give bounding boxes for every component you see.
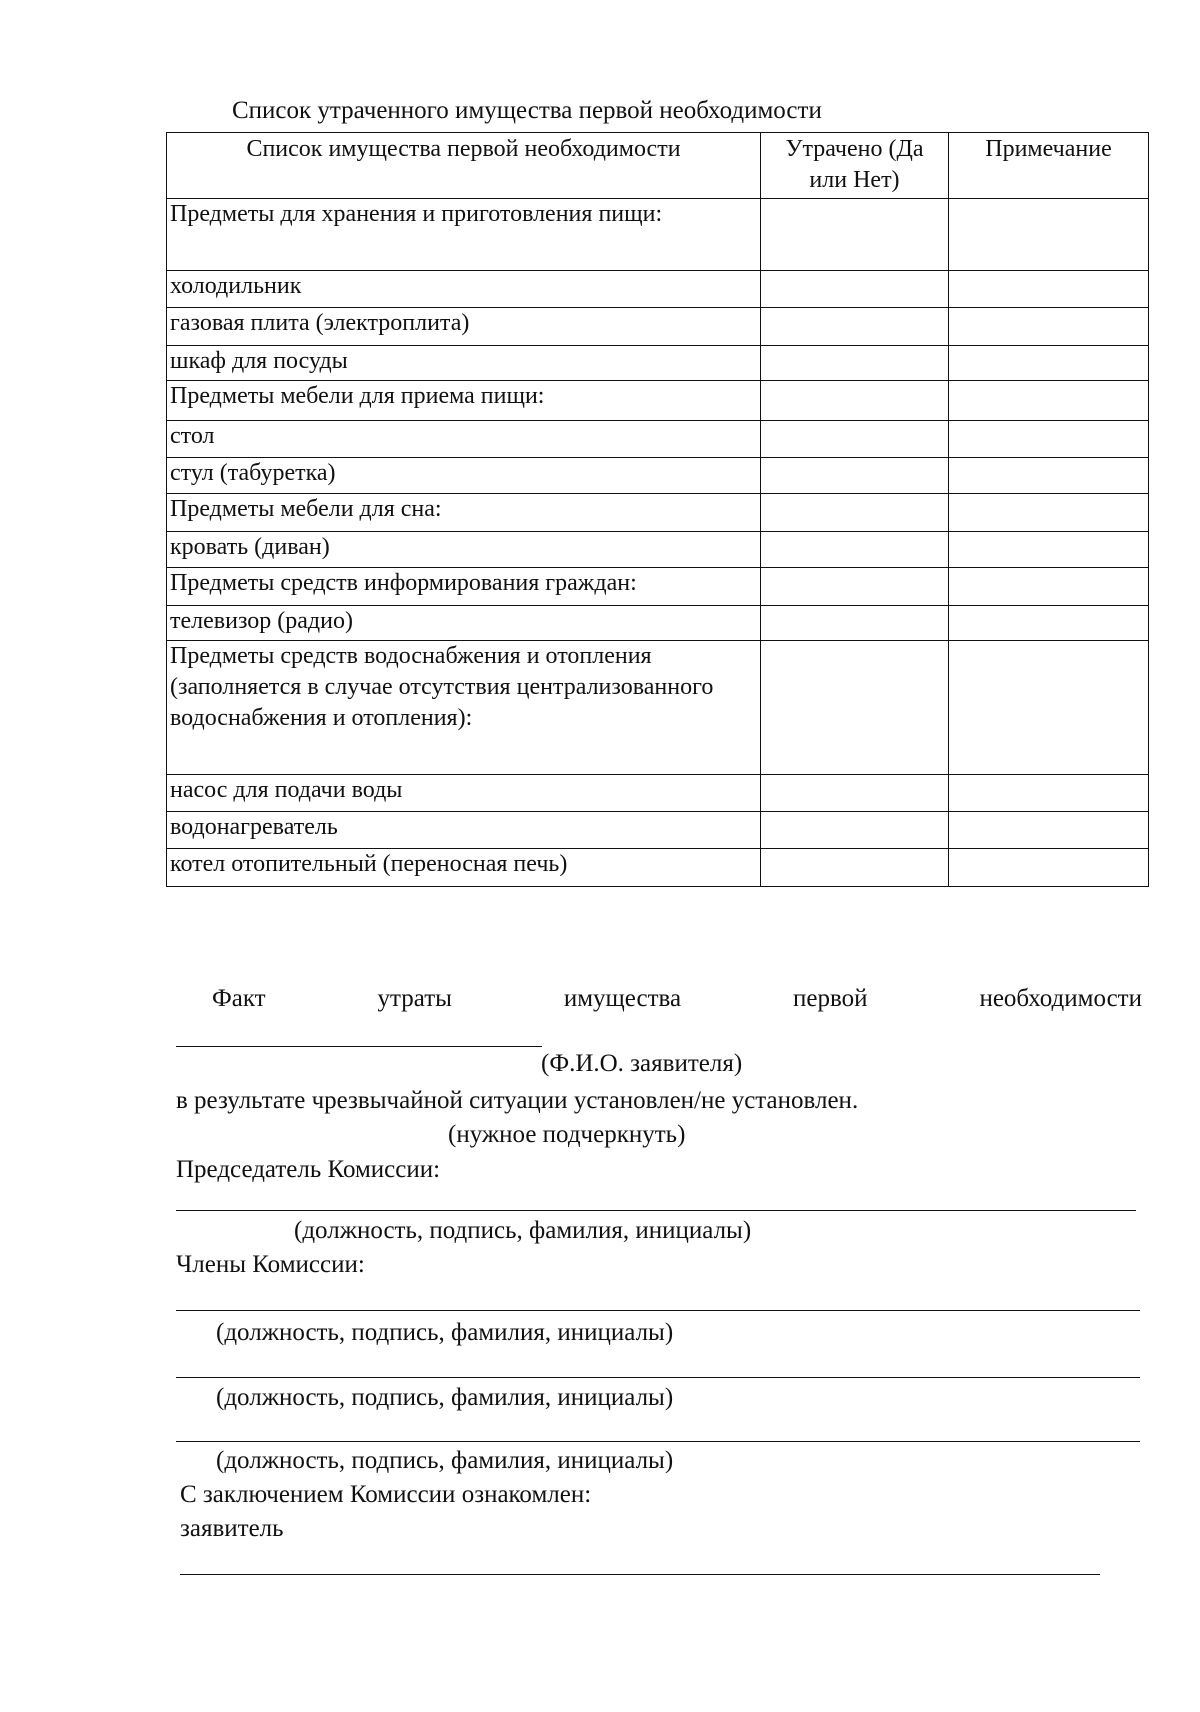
member-signature-caption: (должность, подпись, фамилия, инициалы) (216, 1319, 674, 1346)
member-signature-caption: (должность, подпись, фамилия, инициалы) (216, 1384, 674, 1411)
table-row (167, 641, 1149, 775)
acknowledged-label: С заключением Комиссии ознакомлен: (180, 1481, 592, 1508)
note-cell[interactable] (949, 381, 1149, 421)
underline-hint: (нужное подчеркнуть) (448, 1121, 686, 1148)
lost-cell[interactable] (761, 568, 949, 606)
item-cell: Предметы средств информирования граждан: (167, 568, 761, 606)
table-row (167, 849, 1149, 887)
column-header-note: Примечание (949, 133, 1149, 199)
item-cell: газовая плита (электроплита) (167, 308, 761, 346)
table-row (167, 346, 1149, 381)
note-cell[interactable] (949, 494, 1149, 532)
fact-statement (212, 984, 1142, 1014)
lost-cell[interactable] (761, 458, 949, 494)
table-row (167, 812, 1149, 849)
item-cell: насос для подачи воды (167, 775, 761, 812)
fact-word: необходимости (979, 985, 1142, 1012)
table-row (167, 458, 1149, 494)
item-cell: холодильник (167, 271, 761, 308)
table-row (167, 381, 1149, 421)
fact-word: Факт (212, 985, 266, 1012)
table-row (167, 199, 1149, 271)
table-row (167, 532, 1149, 568)
item-cell: Предметы средств водоснабжения и отопления (заполняется в случае отсутствия централизованного водоснабжения и отопления): (167, 641, 761, 775)
result-text: в результате чрезвычайной ситуации установлен/не установлен. (176, 1087, 859, 1114)
applicant-name-caption: (Ф.И.О. заявителя) (541, 1050, 743, 1077)
member-signature-line[interactable] (176, 1310, 1140, 1311)
fact-word: первой (793, 985, 868, 1012)
note-cell[interactable] (949, 346, 1149, 381)
item-cell: стол (167, 421, 761, 458)
lost-cell[interactable] (761, 606, 949, 641)
note-cell[interactable] (949, 849, 1149, 887)
item-cell: телевизор (радио) (167, 606, 761, 641)
note-cell[interactable] (949, 568, 1149, 606)
table-row (167, 606, 1149, 641)
lost-cell[interactable] (761, 381, 949, 421)
note-cell[interactable] (949, 641, 1149, 775)
lost-cell[interactable] (761, 308, 949, 346)
item-cell: стул (табуретка) (167, 458, 761, 494)
lost-cell[interactable] (761, 532, 949, 568)
table-row (167, 421, 1149, 458)
chairman-label: Председатель Комиссии: (176, 1156, 441, 1183)
item-cell: водонагреватель (167, 812, 761, 849)
item-cell: Предметы мебели для приема пищи: (167, 381, 761, 421)
note-cell[interactable] (949, 199, 1149, 271)
member-signature-caption: (должность, подпись, фамилия, инициалы) (216, 1447, 674, 1474)
lost-cell[interactable] (761, 421, 949, 458)
table-row (167, 568, 1149, 606)
note-cell[interactable] (949, 308, 1149, 346)
property-table (166, 132, 1149, 887)
note-cell[interactable] (949, 421, 1149, 458)
lost-cell[interactable] (761, 849, 949, 887)
lost-cell[interactable] (761, 775, 949, 812)
member-signature-line[interactable] (176, 1441, 1140, 1442)
member-signature-line[interactable] (176, 1377, 1140, 1378)
applicant-name-line[interactable] (176, 1046, 542, 1047)
table-row (167, 271, 1149, 308)
note-cell[interactable] (949, 458, 1149, 494)
lost-cell[interactable] (761, 271, 949, 308)
note-cell[interactable] (949, 812, 1149, 849)
item-cell: шкаф для посуды (167, 346, 761, 381)
lost-cell[interactable] (761, 494, 949, 532)
item-cell: Предметы мебели для сна: (167, 494, 761, 532)
table-row (167, 308, 1149, 346)
table-header-row (167, 133, 1149, 199)
item-cell: кровать (диван) (167, 532, 761, 568)
item-cell: Предметы для хранения и приготовления пищи: (167, 199, 761, 271)
lost-cell[interactable] (761, 346, 949, 381)
note-cell[interactable] (949, 775, 1149, 812)
document-title: Список утраченного имущества первой необходимости (232, 97, 822, 124)
chairman-signature-line[interactable] (176, 1210, 1136, 1211)
fact-word: имущества (563, 985, 682, 1012)
lost-cell[interactable] (761, 641, 949, 775)
note-cell[interactable] (949, 271, 1149, 308)
lost-cell[interactable] (761, 812, 949, 849)
lost-cell[interactable] (761, 199, 949, 271)
note-cell[interactable] (949, 532, 1149, 568)
item-cell: котел отопительный (переносная печь) (167, 849, 761, 887)
fact-word: утраты (377, 985, 452, 1012)
applicant-signature-line[interactable] (180, 1574, 1100, 1575)
chairman-signature-caption: (должность, подпись, фамилия, инициалы) (294, 1217, 752, 1244)
table-row (167, 775, 1149, 812)
table-row (167, 494, 1149, 532)
applicant-label: заявитель (180, 1515, 284, 1542)
column-header-lost: Утрачено (Да или Нет) (761, 133, 949, 199)
note-cell[interactable] (949, 606, 1149, 641)
column-header-items: Список имущества первой необходимости (167, 133, 761, 199)
members-label: Члены Комиссии: (176, 1251, 365, 1278)
